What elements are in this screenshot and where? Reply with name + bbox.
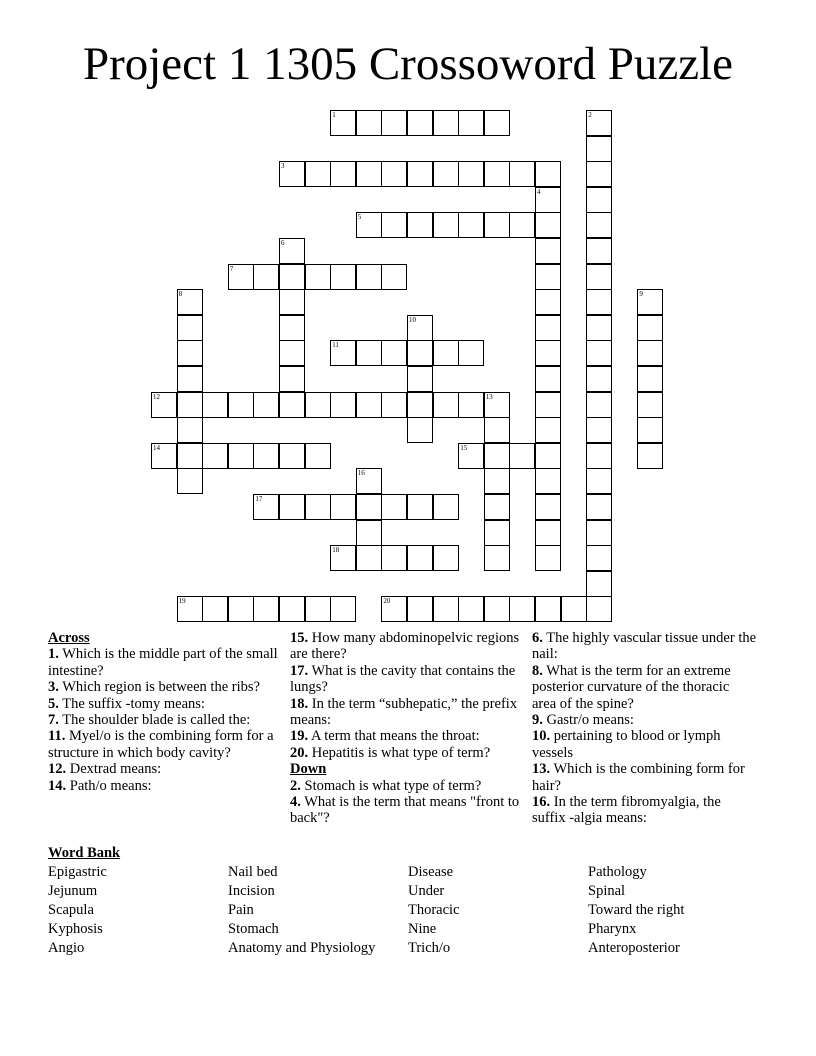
grid-cell[interactable] (381, 161, 407, 187)
grid-cell[interactable] (202, 443, 228, 469)
word-bank-heading: Word Bank (48, 845, 121, 861)
word-bank-item: Pathology (588, 864, 647, 880)
grid-cell[interactable] (535, 392, 561, 418)
grid-cell[interactable] (586, 264, 612, 290)
grid-cell[interactable] (484, 110, 510, 136)
grid-cell[interactable] (433, 545, 459, 571)
grid-cell[interactable] (535, 340, 561, 366)
grid-cell[interactable] (279, 264, 305, 290)
across-clue: 7. The shoulder blade is called the: (48, 712, 251, 729)
grid-cell[interactable] (509, 596, 535, 622)
grid-cell[interactable] (356, 392, 382, 418)
grid-cell[interactable] (253, 494, 279, 520)
grid-cell[interactable] (433, 340, 459, 366)
grid-cell[interactable] (253, 392, 279, 418)
grid-cell[interactable] (484, 494, 510, 520)
grid-cell[interactable] (458, 340, 484, 366)
down-clue: 10. pertaining to blood or lymph vessels (532, 728, 721, 761)
grid-cell[interactable] (637, 366, 663, 392)
down-clue: 13. Which is the combining form for hair? (532, 761, 745, 794)
grid-cell[interactable] (484, 417, 510, 443)
grid-cell[interactable] (586, 315, 612, 341)
grid-cell[interactable] (407, 340, 433, 366)
word-bank-item: Thoracic (408, 902, 460, 918)
puzzle-title: Project 1 1305 Crossoword Puzzle (82, 38, 734, 90)
word-bank-item: Anteroposterior (588, 940, 680, 956)
grid-cell[interactable] (279, 443, 305, 469)
clue-number: 1 (332, 111, 336, 119)
down-clue: 16. In the term fibromyalgia, the suffix -algia means: (532, 794, 721, 827)
across-clue: 12. Dextrad means: (48, 761, 162, 778)
grid-cell[interactable] (637, 443, 663, 469)
grid-cell[interactable] (535, 161, 561, 187)
grid-cell[interactable] (202, 596, 228, 622)
grid-cell[interactable] (305, 264, 331, 290)
word-bank-item: Under (408, 883, 445, 899)
word-bank-item: Nine (408, 921, 437, 937)
grid-cell[interactable] (407, 417, 433, 443)
grid-cell[interactable] (228, 264, 254, 290)
grid-cell[interactable] (433, 494, 459, 520)
grid-cell[interactable] (509, 443, 535, 469)
grid-cell[interactable] (228, 596, 254, 622)
across-clue: 20. Hepatitis is what type of term? (290, 744, 491, 761)
grid-cell[interactable] (535, 366, 561, 392)
grid-cell[interactable] (637, 340, 663, 366)
down-clue: 4. What is the term that means "front to back"? (290, 794, 520, 827)
clue-number: 7 (229, 264, 234, 273)
clue-number: 8 (178, 290, 183, 299)
grid-cell[interactable] (177, 315, 203, 341)
grid-cell[interactable] (356, 468, 382, 494)
word-bank-item: Pharynx (588, 921, 637, 937)
word-bank-column (228, 863, 408, 958)
grid-cell[interactable] (586, 571, 612, 597)
grid-cell[interactable] (330, 264, 356, 290)
grid-cell[interactable] (279, 340, 305, 366)
grid-cell[interactable] (279, 494, 305, 520)
word-bank-item: Anatomy and Physiology (228, 940, 376, 956)
grid-cell[interactable] (177, 366, 203, 392)
word-bank-item: Stomach (228, 921, 279, 937)
grid-cell[interactable] (535, 494, 561, 520)
clue-number: 16 (357, 469, 365, 478)
clues-column-1 (48, 630, 288, 794)
grid-cell[interactable] (535, 238, 561, 264)
grid-cell[interactable] (381, 110, 407, 136)
grid-cell[interactable] (586, 417, 612, 443)
grid-cell[interactable] (356, 264, 382, 290)
grid-cell[interactable] (586, 596, 612, 622)
grid-cell[interactable] (433, 392, 459, 418)
across-clue: 18. In the term “subhepatic,” the prefix means: (290, 695, 518, 729)
grid-cell[interactable] (458, 443, 484, 469)
across-clue: 5. The suffix -tomy means: (48, 695, 205, 712)
word-bank (48, 845, 685, 956)
clue-number: 18 (332, 546, 340, 555)
grid-cell[interactable] (305, 161, 331, 187)
grid-cell[interactable] (535, 520, 561, 546)
grid-cell[interactable] (228, 443, 254, 469)
clue-number: 2 (588, 111, 592, 119)
clue-number: 10 (409, 315, 416, 324)
word-bank-item: Scapula (48, 902, 94, 918)
grid-cell[interactable] (586, 187, 612, 213)
grid-cell[interactable] (458, 392, 484, 418)
grid-cell[interactable] (586, 161, 612, 187)
grid-cell[interactable] (330, 392, 356, 418)
grid-cell[interactable] (458, 161, 484, 187)
clue-number: 3 (281, 162, 285, 171)
word-bank-item: Kyphosis (48, 921, 103, 937)
grid-cell[interactable] (586, 392, 612, 418)
grid-cell[interactable] (586, 110, 612, 136)
grid-cell[interactable] (381, 545, 407, 571)
grid-cell[interactable] (330, 596, 356, 622)
grid-cell[interactable] (458, 212, 484, 238)
grid-cell[interactable] (279, 161, 305, 187)
down-clue: 9. Gastr/o means: (532, 712, 634, 729)
grid-cell[interactable] (356, 110, 382, 136)
grid-cell[interactable] (586, 520, 612, 546)
grid-cell[interactable] (535, 289, 561, 315)
grid-cell[interactable] (253, 264, 279, 290)
grid-cell[interactable] (433, 212, 459, 238)
grid-cell[interactable] (586, 212, 612, 238)
grid-cell[interactable] (305, 443, 331, 469)
word-bank-item: Trich/o (408, 940, 451, 956)
grid-cell[interactable] (535, 468, 561, 494)
grid-cell[interactable] (586, 238, 612, 264)
clue-number: 17 (255, 495, 263, 503)
across-clue: 19. A term that means the throat: (290, 728, 480, 745)
grid-cell[interactable] (177, 392, 203, 418)
grid-cell[interactable] (458, 110, 484, 136)
across-clue: 1. Which is the middle part of the small intestine? (48, 646, 278, 679)
grid-cell[interactable] (586, 468, 612, 494)
grid-cell[interactable] (330, 340, 356, 366)
grid-cell[interactable] (356, 494, 382, 520)
grid-cell[interactable] (381, 340, 407, 366)
grid-cell[interactable] (177, 417, 203, 443)
grid-cell[interactable] (586, 366, 612, 392)
grid-cell[interactable] (407, 392, 433, 418)
grid-cell[interactable] (177, 443, 203, 469)
grid-cell[interactable] (535, 315, 561, 341)
down-heading: Down (290, 761, 327, 778)
grid-cell[interactable] (484, 545, 510, 571)
grid-cell[interactable] (356, 212, 382, 238)
word-bank-item: Disease (408, 864, 454, 880)
grid-cell[interactable] (433, 161, 459, 187)
clue-number: 11 (332, 341, 339, 350)
grid-cell[interactable] (356, 161, 382, 187)
across-clue: 14. Path/o means: (48, 777, 152, 794)
across-clue: 15. How many abdominopelvic regions are there? (290, 630, 520, 663)
word-bank-column (588, 863, 768, 958)
grid-cell[interactable] (535, 264, 561, 290)
grid-cell[interactable] (330, 110, 356, 136)
grid-cell[interactable] (279, 392, 305, 418)
word-bank-item: Spinal (588, 883, 626, 899)
grid-cell[interactable] (484, 392, 510, 418)
grid-cell[interactable] (407, 596, 433, 622)
word-bank-item: Pain (228, 902, 254, 918)
grid-cell[interactable] (253, 443, 279, 469)
across-heading: Across (48, 630, 90, 646)
clue-number: 19 (178, 597, 186, 606)
grid-cell[interactable] (305, 596, 331, 622)
grid-cell[interactable] (228, 392, 254, 418)
clue-number: 13 (485, 392, 493, 401)
grid-cell[interactable] (381, 494, 407, 520)
grid-cell[interactable] (407, 110, 433, 136)
grid-cell[interactable] (407, 161, 433, 187)
grid-cell[interactable] (509, 161, 535, 187)
grid-cell[interactable] (535, 443, 561, 469)
grid-cell[interactable] (279, 289, 305, 315)
grid-cell[interactable] (586, 443, 612, 469)
grid-cell[interactable] (535, 212, 561, 238)
grid-cell[interactable] (586, 289, 612, 315)
grid-cell[interactable] (407, 545, 433, 571)
grid-cell[interactable] (407, 366, 433, 392)
grid-cell[interactable] (407, 494, 433, 520)
grid-cell[interactable] (586, 494, 612, 520)
clue-number: 15 (460, 443, 468, 452)
clue-number: 20 (383, 597, 391, 606)
grid-cell[interactable] (177, 289, 203, 315)
grid-cell[interactable] (356, 520, 382, 546)
grid-cell[interactable] (177, 596, 203, 622)
grid-cell[interactable] (535, 187, 561, 213)
down-clue: 2. Stomach is what type of term? (290, 777, 482, 794)
grid-cell[interactable] (586, 136, 612, 162)
grid-cell[interactable] (509, 212, 535, 238)
clue-number: 12 (153, 392, 160, 401)
grid-cell[interactable] (586, 340, 612, 366)
grid-cell[interactable] (535, 545, 561, 571)
across-clue: 17. What is the cavity that contains the lungs? (290, 662, 516, 696)
grid-cell[interactable] (535, 596, 561, 622)
grid-cell[interactable] (407, 315, 433, 341)
grid-cell[interactable] (586, 545, 612, 571)
grid-cell[interactable] (484, 443, 510, 469)
grid-cell[interactable] (305, 392, 331, 418)
word-bank-item: Jejunum (48, 883, 98, 899)
grid-cell[interactable] (305, 494, 331, 520)
down-clue: 6. The highly vascular tissue under the nail: (532, 630, 757, 663)
grid-cell[interactable] (407, 212, 433, 238)
grid-cell[interactable] (356, 545, 382, 571)
grid-cell[interactable] (330, 161, 356, 187)
grid-cell[interactable] (637, 392, 663, 418)
grid-cell[interactable] (253, 596, 279, 622)
across-clue: 11. Myel/o is the combining form for a structure in which body cavity? (48, 728, 274, 761)
grid-cell[interactable] (279, 315, 305, 341)
clue-number: 6 (281, 239, 285, 247)
word-bank-item: Nail bed (228, 864, 278, 880)
across-clue: 3. Which region is between the ribs? (48, 679, 260, 696)
word-bank-item: Incision (228, 883, 275, 899)
grid-cell[interactable] (484, 468, 510, 494)
grid-cell[interactable] (458, 596, 484, 622)
grid-cell[interactable] (151, 392, 177, 418)
word-bank-item: Epigastric (48, 864, 107, 880)
grid-cell[interactable] (433, 110, 459, 136)
grid-cell[interactable] (561, 596, 587, 622)
clue-number: 4 (537, 187, 541, 196)
grid-cell[interactable] (484, 520, 510, 546)
grid-cell[interactable] (330, 494, 356, 520)
grid-cell[interactable] (202, 392, 228, 418)
grid-cell[interactable] (381, 392, 407, 418)
grid-cell[interactable] (279, 596, 305, 622)
grid-cell[interactable] (381, 596, 407, 622)
clue-number: 14 (153, 443, 160, 452)
grid-cell[interactable] (381, 212, 407, 238)
grid-cell[interactable] (484, 212, 510, 238)
grid-cell[interactable] (177, 340, 203, 366)
grid-cell[interactable] (330, 545, 356, 571)
word-bank-item: Angio (48, 940, 85, 956)
grid-cell[interactable] (535, 417, 561, 443)
grid-cell[interactable] (637, 289, 663, 315)
clues-column-2 (290, 630, 525, 827)
clue-number: 5 (357, 213, 362, 222)
clue-number: 9 (639, 290, 643, 299)
clues-column-3 (532, 630, 757, 827)
grid-cell[interactable] (484, 161, 510, 187)
word-bank-column (48, 863, 228, 958)
grid-cell[interactable] (356, 340, 382, 366)
grid-cell[interactable] (279, 366, 305, 392)
grid-cell[interactable] (177, 468, 203, 494)
down-clue: 8. What is the term for an extreme posterior curvature of the thoracic area of the spine? (532, 662, 731, 712)
word-bank-column (408, 863, 588, 958)
grid-cell[interactable] (433, 596, 459, 622)
grid-cell[interactable] (637, 315, 663, 341)
word-bank-item: Toward the right (588, 902, 685, 918)
grid-cell[interactable] (381, 264, 407, 290)
grid-cell[interactable] (279, 238, 305, 264)
grid-cell[interactable] (151, 443, 177, 469)
grid-cell[interactable] (637, 417, 663, 443)
grid-cell[interactable] (484, 596, 510, 622)
